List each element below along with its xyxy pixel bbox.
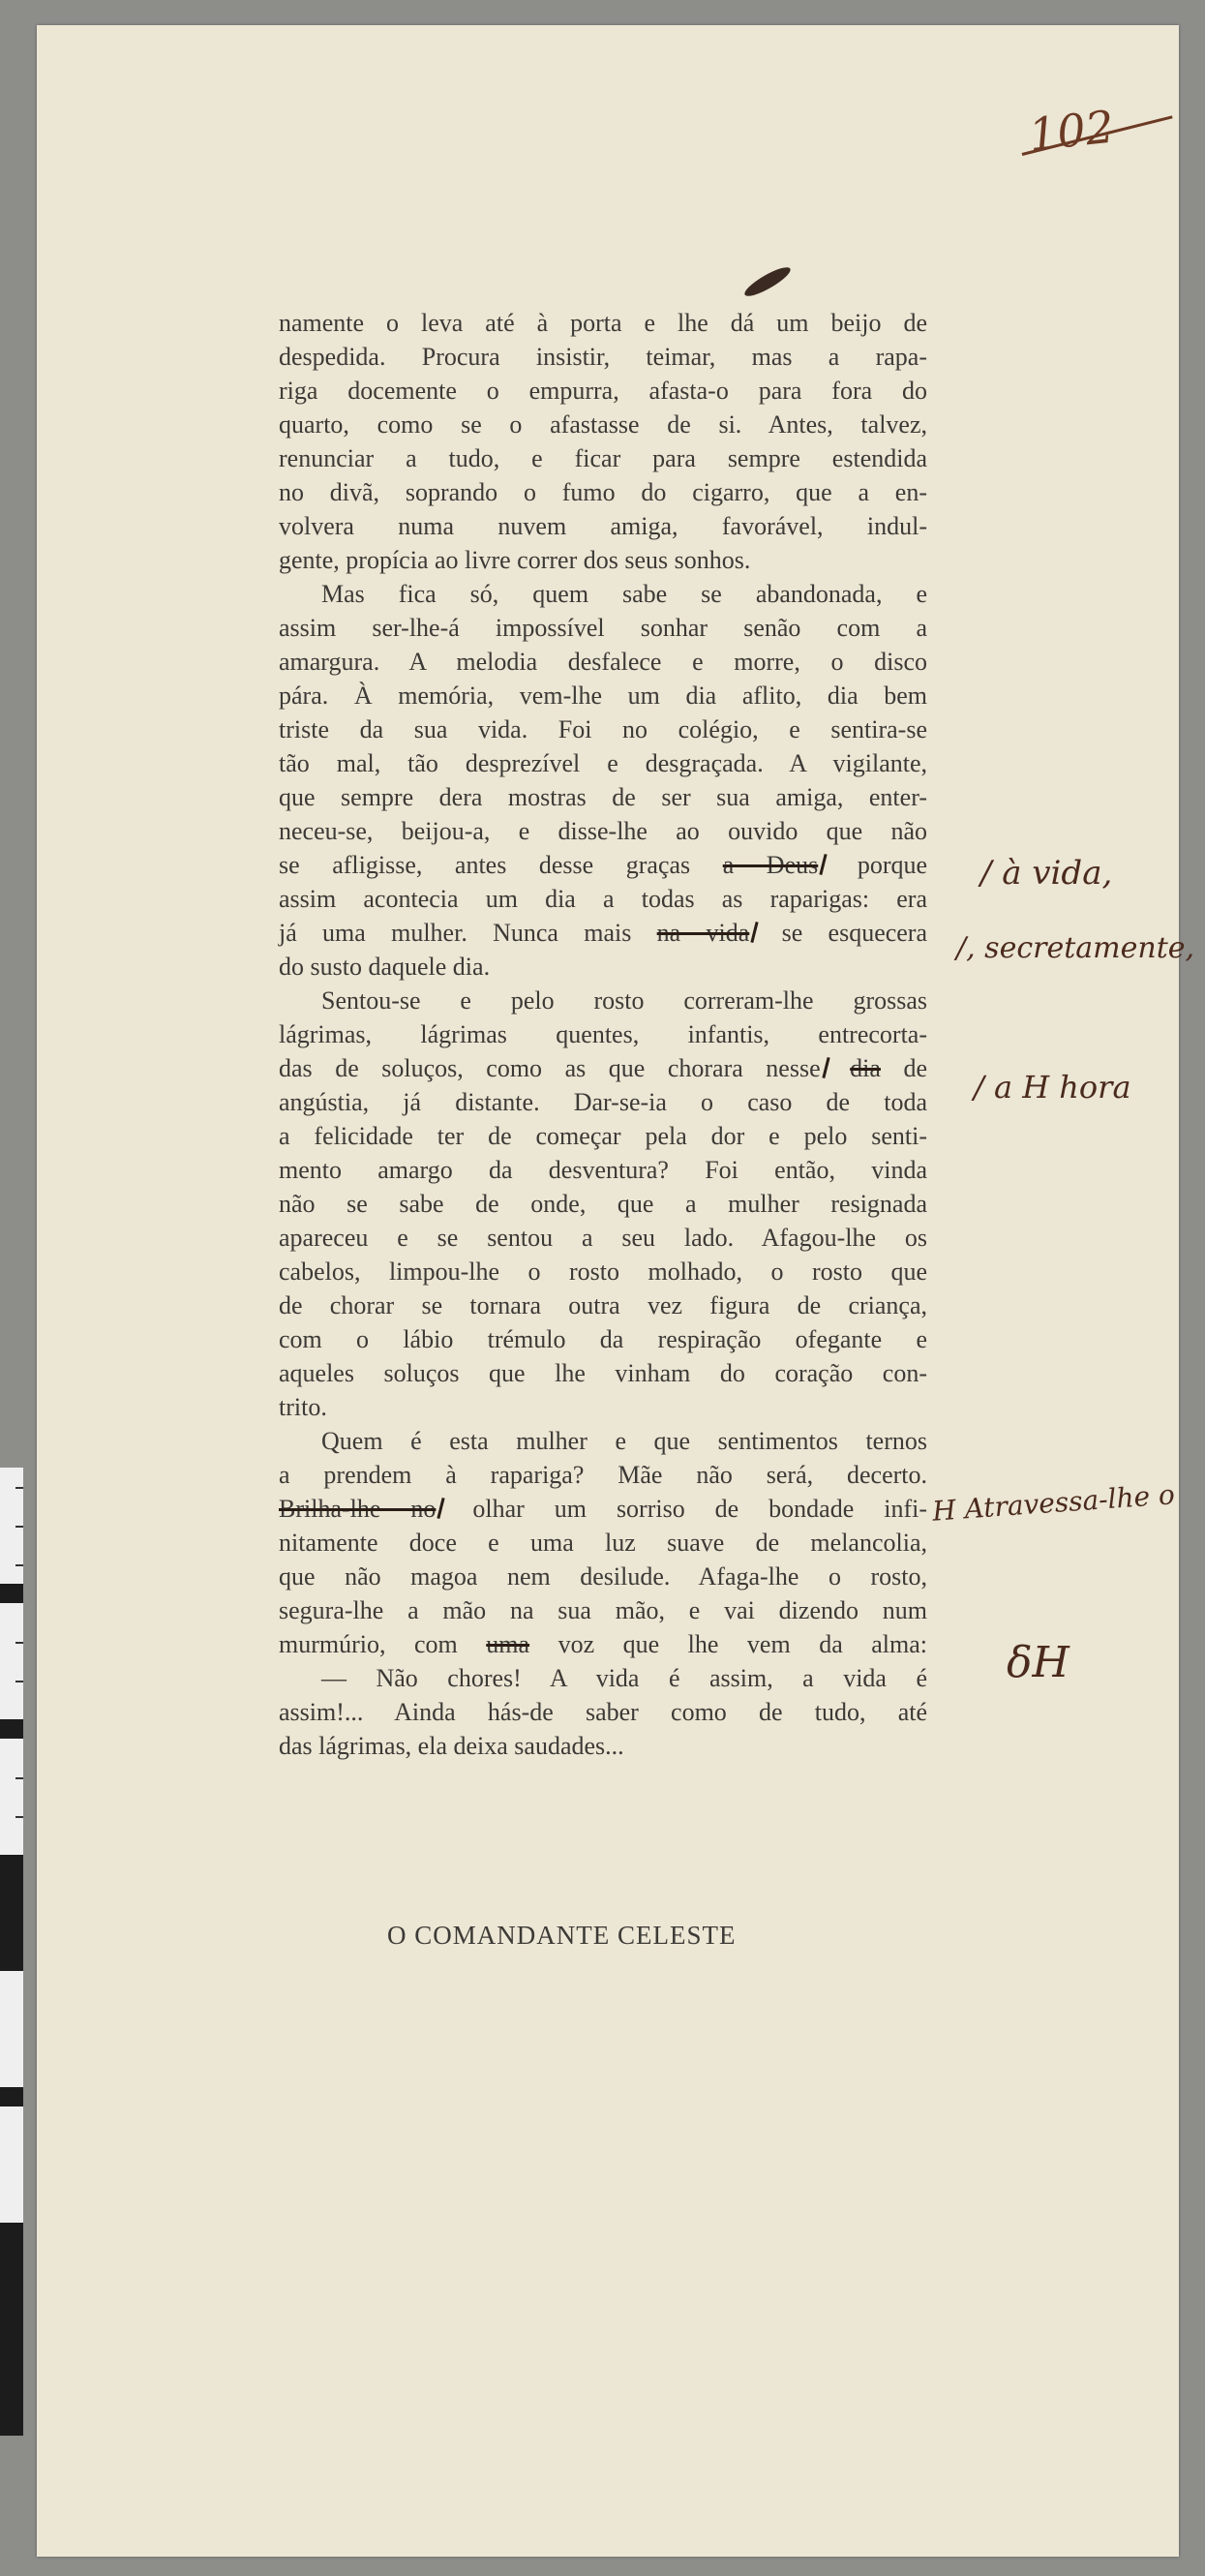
margin-note: δH xyxy=(1007,1638,1069,1687)
text-line: das lágrimas, ela deixa saudades... xyxy=(279,1732,624,1760)
text-line: quarto, como se o afastasse de si. Antes, talvez, xyxy=(279,410,927,439)
text-line: a prendem à rapariga? Mãe não será, decerto. xyxy=(279,1461,927,1489)
margin-note: H Atravessa-lhe o xyxy=(931,1478,1176,1528)
struck-text: a Deus xyxy=(722,851,819,879)
text-line: que não magoa nem desilude. Afaga-lhe o rosto, xyxy=(279,1562,927,1591)
text-line: mento amargo da desventura? Foi então, vinda xyxy=(279,1156,927,1184)
correction-mark xyxy=(437,1498,445,1519)
text-line: angústia, já distante. Dar-se-ia o caso de toda xyxy=(279,1088,927,1116)
text-line: a felicidade ter de começar pela dor e pelo senti- xyxy=(279,1122,927,1150)
text-line: de chorar se tornara outra vez figura de criança, xyxy=(279,1291,927,1319)
line-text: porque xyxy=(857,851,928,879)
ink-blot xyxy=(741,262,794,300)
text-line: namente o leva até à porta e lhe dá um beijo de xyxy=(279,309,927,337)
document-page xyxy=(37,25,1195,2557)
line-text: das de soluços, como as que chorara nesse xyxy=(279,1054,821,1082)
text-line-with-correction xyxy=(279,1627,927,1661)
text-line: cabelos, limpou-lhe o rosto molhado, o rosto que xyxy=(279,1258,927,1286)
text-line-with-correction xyxy=(279,1051,927,1085)
text-line: assim acontecia um dia a todas as raparigas: era xyxy=(279,885,927,913)
line-text: de xyxy=(903,1054,927,1082)
line-text: olhar um sorriso de bondade infi- xyxy=(472,1495,927,1523)
line-text: já uma mulher. Nunca mais xyxy=(279,919,632,947)
text-line: nitamente doce e uma luz suave de melancolia, xyxy=(279,1529,927,1557)
text-line: lágrimas, lágrimas quentes, infantis, entrecorta- xyxy=(279,1020,927,1048)
text-line: assim!... Ainda hás-de saber como de tudo, até xyxy=(279,1698,927,1726)
margin-note: / à vida, xyxy=(980,854,1113,893)
struck-text: Brilha-lhe no xyxy=(279,1495,437,1523)
text-line: volvera numa nuvem amiga, favorável, indul- xyxy=(279,512,927,540)
text-line: tão mal, tão desprezível e desgraçada. A vigilante, xyxy=(279,749,927,777)
text-line: Mas fica só, quem sabe se abandonada, e xyxy=(321,580,927,608)
text-line: pára. À memória, vem-lhe um dia aflito, dia bem xyxy=(279,682,927,710)
text-line: riga docemente o empurra, afasta-o para fora do xyxy=(279,377,927,405)
folio-number: 102 xyxy=(1026,100,1117,162)
struck-text: uma xyxy=(486,1630,530,1658)
text-line: aqueles soluços que lhe vinham do coração con- xyxy=(279,1359,927,1387)
text-line: amargura. A melodia desfalece e morre, o disco xyxy=(279,648,927,676)
text-line: gente, propícia ao livre correr dos seus sonhos. xyxy=(279,546,751,574)
text-line: Sentou-se e pelo rosto correram-lhe grossas xyxy=(321,986,927,1015)
struck-text: dia xyxy=(850,1054,881,1082)
correction-mark xyxy=(751,922,759,943)
text-line: renunciar a tudo, e ficar para sempre estendida xyxy=(279,444,927,472)
text-line: segura-lhe a mão na sua mão, e vai dizendo num xyxy=(279,1596,927,1624)
text-line: no divã, soprando o fumo do cigarro, que a en- xyxy=(279,478,927,506)
text-line-with-correction xyxy=(279,848,927,882)
text-line: Quem é esta mulher e que sentimentos ternos xyxy=(321,1427,927,1455)
text-line: não se sabe de onde, que a mulher resignada xyxy=(279,1190,927,1218)
line-text: murmúrio, com xyxy=(279,1630,458,1658)
correction-mark xyxy=(822,1057,829,1078)
text-line: trito. xyxy=(279,1393,327,1421)
text-line: assim ser-lhe-á impossível sonhar senão com a xyxy=(279,614,927,642)
text-line: do susto daquele dia. xyxy=(279,953,491,981)
margin-note: / a H hora xyxy=(974,1069,1131,1106)
body-text xyxy=(279,306,927,1763)
correction-mark xyxy=(820,854,828,875)
line-text: se afligisse, antes desse graças xyxy=(279,851,691,879)
text-line: despedida. Procura insistir, teimar, mas a rapa- xyxy=(279,343,927,371)
text-line: triste da sua vida. Foi no colégio, e sentira-se xyxy=(279,715,927,743)
line-text: voz que lhe vem da alma: xyxy=(557,1630,927,1658)
chapter-heading: O COMANDANTE CELESTE xyxy=(387,1921,737,1950)
scale-ruler xyxy=(0,1468,23,2436)
text-line-with-correction xyxy=(279,1492,927,1526)
struck-text: na vida xyxy=(656,919,750,947)
text-line: apareceu e se sentou a seu lado. Afagou-lhe os xyxy=(279,1224,927,1252)
line-text: se esquecera xyxy=(781,919,928,947)
text-line: com o lábio trémulo da respiração ofegante e xyxy=(279,1325,927,1353)
text-line: — Não chores! A vida é assim, a vida é xyxy=(321,1664,927,1692)
text-line: que sempre dera mostras de ser sua amiga, enter- xyxy=(279,783,927,811)
margin-note: /, secretamente, xyxy=(956,931,1195,965)
text-line: neceu-se, beijou-a, e disse-lhe ao ouvido que não xyxy=(279,817,927,845)
text-line-with-correction xyxy=(279,916,927,950)
